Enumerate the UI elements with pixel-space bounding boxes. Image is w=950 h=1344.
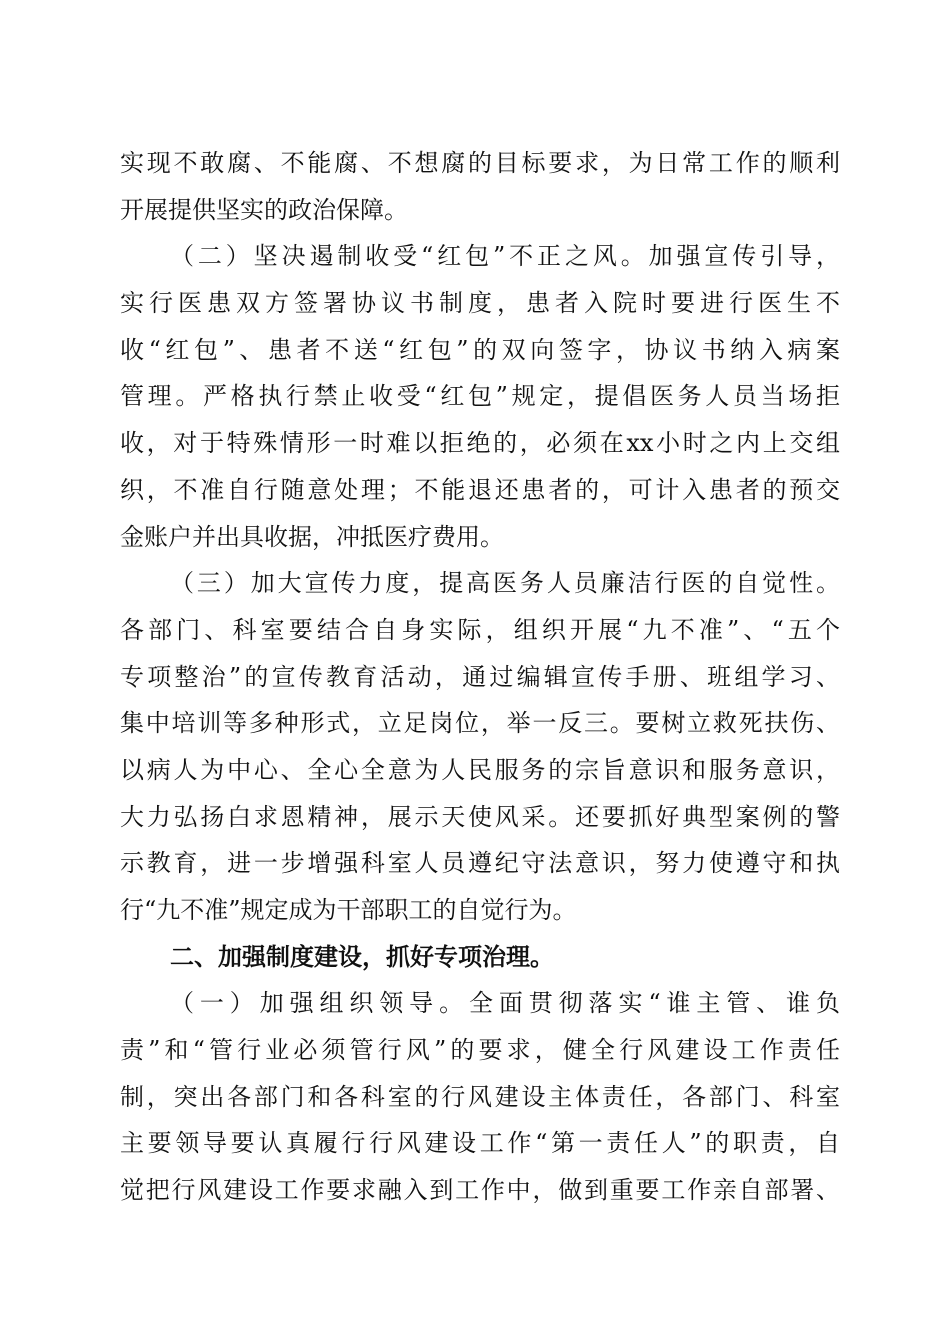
section-3-lead: （三）加大宣传力度，提高医务人员廉洁行医的自觉性。 (170, 569, 840, 598)
text-line: 实现不敢腐、不能腐、不想腐的目标要求，为日常工作的顺利 (120, 149, 840, 177)
subsection-1-lead: （一）加强组织领导。全面贯彻落实“谁主管、谁负 (170, 989, 840, 1018)
text-line: 收，对于特殊情形一时难以拒绝的，必须在xx小时之内上交组 (120, 429, 840, 458)
text-line: 责”和“管行业必须管行风”的要求，健全行风建设工作责任 (120, 1036, 840, 1065)
text-line: 以病人为中心、全心全意为人民服务的宗旨意识和服务意识， (120, 755, 840, 784)
text-line: 实行医患双方签署协议书制度，患者入院时要进行医生不 (120, 289, 840, 318)
text-line: 各部门、科室要结合自身实际，组织开展“九不准”、“五个 (120, 615, 840, 644)
text-line: 示教育，进一步增强科室人员遵纪守法意识，努力使遵守和执 (120, 849, 840, 878)
text-line: 制，突出各部门和各科室的行风建设主体责任，各部门、科室 (120, 1082, 840, 1111)
text-line: 大力弘扬白求恩精神，展示天使风采。还要抓好典型案例的警 (120, 802, 840, 831)
text-line: 行“九不准”规定成为干部职工的自觉行为。 (120, 896, 577, 924)
section-heading: 二、加强制度建设，抓好专项治理。 (170, 942, 554, 971)
text-line: 觉把行风建设工作要求融入到工作中，做到重要工作亲自部署、 (120, 1176, 840, 1205)
text-line: 专项整治”的宣传教育活动，通过编辑宣传手册、班组学习、 (120, 662, 840, 691)
text-line: 管理。严格执行禁止收受“红包”规定，提倡医务人员当场拒 (120, 382, 840, 411)
document-body (120, 140, 840, 1214)
text-line: 织，不准自行随意处理；不能退还患者的，可计入患者的预交 (120, 475, 840, 504)
text-line: 集中培训等多种形式，立足岗位，举一反三。要树立救死扶伤、 (120, 709, 840, 738)
text-line: 开展提供坚实的政治保障。 (120, 195, 408, 224)
text-line: 主要领导要认真履行行风建设工作“第一责任人”的职责，自 (120, 1129, 840, 1158)
section-2-lead: （二）坚决遏制收受“红包”不正之风。加强宣传引导， (170, 242, 840, 271)
text-line: 金账户并出具收据，冲抵医疗费用。 (120, 522, 504, 551)
text-line: 收“红包”、患者不送“红包”的双向签字，协议书纳入病案 (120, 335, 840, 364)
